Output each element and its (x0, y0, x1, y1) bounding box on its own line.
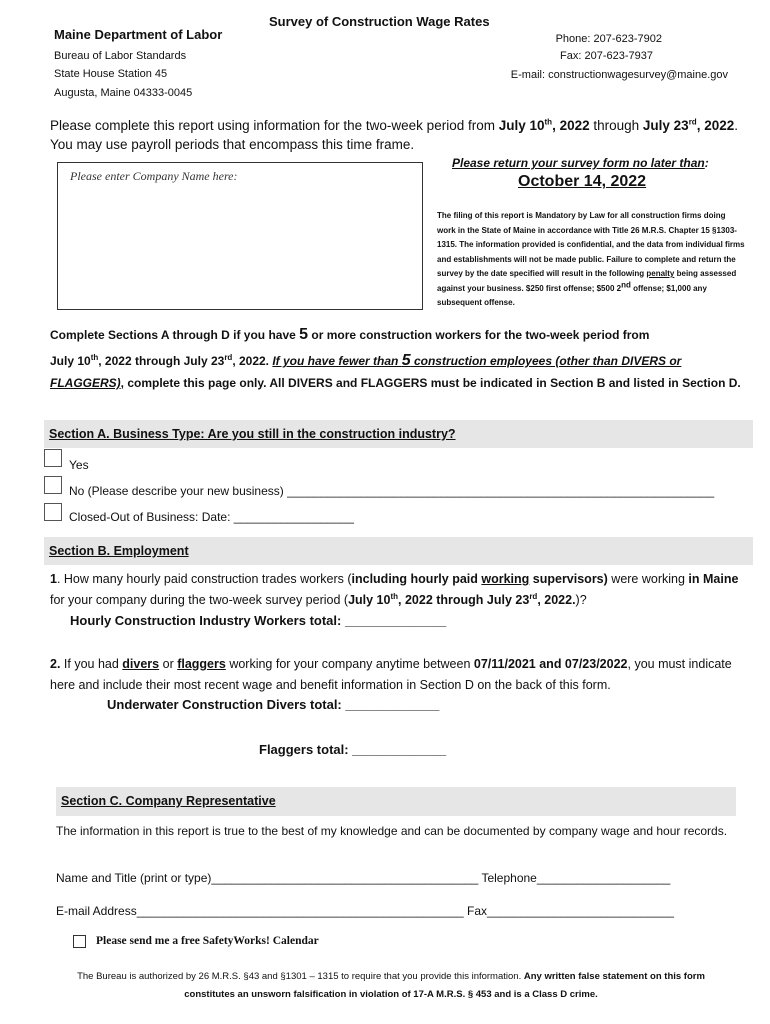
complete-instructions-line2: July 10th, 2022 through July 23rd, 2022. If you have fewer than 5 construction employees (other than DIVERS or FLAGGERS), complete this page only. All DIVERS and FLAGGERS must be indicated in Section B and listed in Section D. (50, 352, 741, 390)
return-deadline-label: Please return your survey form no later than: (452, 156, 709, 170)
representative-statement: The information in this report is true to the best of my knowledge and can be documented by company wage and hour records. (56, 824, 728, 838)
calendar-label: Please send me a free SafetyWorks! Calendar (96, 935, 319, 947)
section-c-header: Section C. Company Representative (56, 787, 736, 816)
legal-footer: The Bureau is authorized by 26 M.R.S. §43 and §1301 – 1315 to require that you provide this information. Any written false statement on this form constitutes an unsworn falsification in violation of 17-A M.R.S. § 453 and is a Class D crime. (77, 971, 705, 1000)
hourly-workers-total[interactable]: Hourly Construction Industry Workers total: ______________ (70, 613, 447, 628)
yes-label: Yes (69, 458, 89, 472)
section-a-header: Section A. Business Type: Are you still in the construction industry? (44, 420, 753, 448)
name-title-telephone-field[interactable]: Name and Title (print or type)________________________________________ Telephone____________________ (56, 871, 671, 885)
email-fax-field[interactable]: E-mail Address_________________________________________________ Fax____________________________ (56, 904, 674, 918)
question-1-text: 1. How many hourly paid construction trades workers (including hourly paid working supervisors) were working in Maine for your company during the two-week survey period (July 10th, 2022 through July 23rd, 2022.)? (50, 572, 739, 607)
company-name-field[interactable] (57, 162, 423, 310)
email-address: E-mail: constructionwagesurvey@maine.gov (510, 69, 728, 81)
section-b-header: Section B. Employment (44, 537, 753, 565)
complete-instructions-line1: Complete Sections A through D if you have 5 or more construction workers for the two-week period from (50, 326, 650, 343)
closed-checkbox[interactable] (44, 503, 62, 521)
divers-total[interactable]: Underwater Construction Divers total: _____________ (107, 697, 440, 712)
return-deadline-date: October 14, 2022 (518, 173, 647, 190)
closed-label: Closed-Out of Business: Date: __________________ (69, 510, 354, 524)
question-2-text: 2. If you had divers or flaggers working for your company anytime between 07/11/2021 and 07/23/2022, you must indicate here and include their most recent wage and benefit information in Section D on the back of this form. (50, 657, 732, 692)
intro-text: Please complete this report using information for the two-week period from July 10th, 2022 through July 23rd, 2022. You may use payroll periods that encompass this time frame. (50, 117, 738, 152)
phone-number: Phone: 207-623-7902 (555, 33, 662, 45)
flaggers-total[interactable]: Flaggers total: _____________ (259, 742, 447, 757)
city-address: Augusta, Maine 04333-0045 (54, 87, 193, 99)
yes-checkbox[interactable] (44, 449, 62, 467)
mandatory-notice: The filing of this report is Mandatory by Law for all construction firms doing work in the State of Maine in accordance with Title 26 M.R.S. Chapter 15 §1303-1315. The information provided is confidential, and the data from individual firms and establishments will not be made public. Failure to complete and return the survey by the date specified will result in the following penalty being assessed against your business. $250 first offense; $500 2nd offense; $1,000 any subsequent offense. (437, 211, 745, 307)
calendar-checkbox[interactable] (73, 935, 86, 948)
fax-number: Fax: 207-623-7937 (560, 50, 653, 62)
org-name: Maine Department of Labor (54, 27, 223, 42)
station-address: State House Station 45 (54, 68, 168, 80)
no-label: No (Please describe your new business) ________________________________________________________________ (69, 484, 715, 498)
company-name-placeholder: Please enter Company Name here: (70, 169, 238, 183)
survey-title: Survey of Construction Wage Rates (269, 14, 490, 29)
no-checkbox[interactable] (44, 476, 62, 494)
bureau-name: Bureau of Labor Standards (54, 50, 187, 62)
